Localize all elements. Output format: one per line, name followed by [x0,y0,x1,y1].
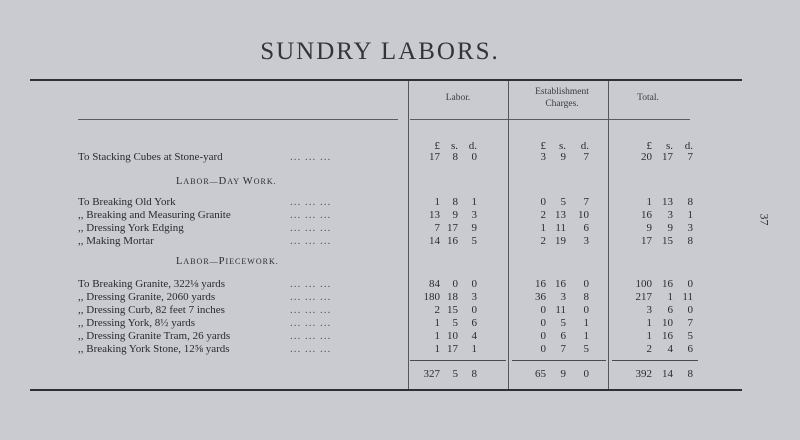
row-description: ,, Dressing Granite, 2060 yards [78,291,216,303]
labor-pounds: 1 [434,196,440,208]
table-row [0,221,800,235]
est-shillings: 5 [560,317,566,329]
total-labor-pence: 8 [471,368,477,380]
labor-pence: 1 [471,196,477,208]
total-est-shillings: 9 [560,368,566,380]
total-shillings: 3 [667,209,673,221]
leader-dots: ... ... ... [290,330,332,342]
total-shillings: 16 [662,278,673,290]
unit-shilling: s. [450,140,458,152]
row-description: To Breaking Old York [78,196,176,208]
unit-pound: £ [540,140,546,152]
table-row [0,342,800,356]
total-pounds: 1 [646,196,652,208]
est-pence: 0 [583,304,589,316]
labor-pounds: 2 [434,304,440,316]
leader-dots: ... ... ... [290,196,332,208]
labor-shillings: 18 [447,291,458,303]
total-est-pence: 0 [583,368,589,380]
est-pounds: 0 [540,304,546,316]
est-pence: 1 [583,317,589,329]
total-pounds: 3 [646,304,652,316]
est-pence: 0 [583,278,589,290]
est-pence: 6 [583,222,589,234]
header-labor: Labor. [445,93,471,103]
labor-pounds: 1 [434,343,440,355]
section-heading-piecework: LABOR—PIECEWORK. [176,256,279,267]
est-pounds: 1 [540,222,546,234]
labor-shillings: 16 [447,235,458,247]
table-row [0,329,800,343]
leader-dots: ... ... ... [290,278,332,290]
total-pence: 8 [687,196,693,208]
est-pence: 3 [583,235,589,247]
labor-pence: 0 [471,278,477,290]
row-description: To Breaking Granite, 322⅛ yards [78,278,226,290]
unit-pound: £ [434,140,440,152]
est-pence: 7 [583,151,589,163]
header-establishment-line2: Charges. [545,99,579,109]
sum-rule-total [612,360,698,361]
total-shillings: 13 [662,196,673,208]
est-pounds: 3 [540,151,546,163]
labor-pounds: 180 [423,291,440,303]
header-rule-left [78,119,398,120]
header-establishment [512,86,612,110]
total-pence: 6 [687,343,693,355]
total-shillings: 17 [662,151,673,163]
grand-total-pence: 8 [687,368,693,380]
labor-pounds: 1 [434,317,440,329]
labor-shillings: 10 [447,330,458,342]
leader-dots: ... ... ... [290,222,332,234]
total-shillings: 16 [662,330,673,342]
leader-dots: ... ... ... [290,151,332,163]
est-pounds: 0 [540,196,546,208]
total-pence: 3 [687,222,693,234]
total-shillings: 4 [667,343,673,355]
labor-pence: 9 [471,222,477,234]
total-pence: 5 [687,330,693,342]
est-pence: 1 [583,330,589,342]
est-pounds: 2 [540,235,546,247]
header-total: Total. [637,93,659,103]
total-pence: 7 [687,151,693,163]
labor-pence: 3 [471,209,477,221]
est-shillings: 6 [560,330,566,342]
est-pounds: 0 [540,317,546,329]
labor-pence: 3 [471,291,477,303]
est-shillings: 9 [560,151,566,163]
unit-pence: d. [468,140,477,152]
leader-dots: ... ... ... [290,291,332,303]
est-pence: 5 [583,343,589,355]
total-pounds: 1 [646,317,652,329]
unit-pence: d. [684,140,693,152]
row-description: ,, Making Mortar [78,235,154,247]
est-shillings: 11 [555,222,566,234]
labor-pence: 0 [471,151,477,163]
total-shillings: 9 [667,222,673,234]
labor-pence: 1 [471,343,477,355]
labor-shillings: 9 [452,209,458,221]
unit-pound: £ [646,140,652,152]
unit-shilling: s. [665,140,673,152]
leader-dots: ... ... ... [290,235,332,247]
table-row [0,303,800,317]
est-shillings: 19 [555,235,566,247]
header-rule-right [410,119,690,120]
est-shillings: 7 [560,343,566,355]
unit-shilling: s. [558,140,566,152]
section-heading-day-work: LABOR—DAY WORK. [176,176,277,187]
page-number: 37 [757,213,772,226]
total-pence: 0 [687,304,693,316]
est-pounds: 0 [540,330,546,342]
row-description: ,, Dressing Granite Tram, 26 yards [78,330,231,342]
table-row [0,290,800,304]
est-pounds: 0 [540,343,546,355]
labor-shillings: 8 [452,151,458,163]
labor-pounds: 1 [434,330,440,342]
labor-pence: 4 [471,330,477,342]
est-pence: 7 [583,196,589,208]
labor-pence: 0 [471,304,477,316]
labor-shillings: 0 [452,278,458,290]
total-pounds: 17 [641,235,652,247]
bottom-rule [30,389,742,391]
table-row [0,195,800,209]
row-description: To Stacking Cubes at Stone-yard [78,151,223,163]
totals-row [0,367,800,381]
total-pounds: 20 [641,151,652,163]
total-est-pounds: 65 [535,368,546,380]
grand-total-pounds: 392 [635,368,652,380]
total-shillings: 10 [662,317,673,329]
total-shillings: 1 [667,291,673,303]
labor-pence: 6 [471,317,477,329]
unit-pence: d. [580,140,589,152]
est-pence: 10 [578,209,589,221]
total-pence: 0 [687,278,693,290]
table-row [0,150,800,164]
sum-rule-labor [410,360,506,361]
total-shillings: 6 [667,304,673,316]
labor-shillings: 17 [447,343,458,355]
table-row [0,208,800,222]
table-row [0,277,800,291]
leader-dots: ... ... ... [290,209,332,221]
est-shillings: 11 [555,304,566,316]
labor-shillings: 17 [447,222,458,234]
total-pounds: 2 [646,343,652,355]
labor-shillings: 15 [447,304,458,316]
labor-pounds: 7 [434,222,440,234]
leader-dots: ... ... ... [290,317,332,329]
est-shillings: 16 [555,278,566,290]
total-pounds: 9 [646,222,652,234]
sum-rule-est [512,360,606,361]
est-pence: 8 [583,291,589,303]
total-labor-pounds: 327 [423,368,440,380]
top-rule [30,79,742,81]
total-pence: 11 [682,291,693,303]
row-description: ,, Breaking and Measuring Granite [78,209,231,221]
est-shillings: 13 [555,209,566,221]
leader-dots: ... ... ... [290,304,332,316]
est-pounds: 36 [535,291,546,303]
est-shillings: 3 [560,291,566,303]
total-pounds: 16 [641,209,652,221]
table-row [0,234,800,248]
total-pounds: 1 [646,330,652,342]
table-row [0,316,800,330]
row-description: ,, Breaking York Stone, 12⅝ yards [78,343,230,355]
labor-pounds: 13 [429,209,440,221]
labor-pounds: 14 [429,235,440,247]
est-pounds: 2 [540,209,546,221]
total-shillings: 15 [662,235,673,247]
row-description: ,, Dressing York Edging [78,222,184,234]
labor-shillings: 5 [452,317,458,329]
est-shillings: 5 [560,196,566,208]
est-pounds: 16 [535,278,546,290]
total-pence: 8 [687,235,693,247]
total-pounds: 217 [635,291,652,303]
total-labor-shillings: 5 [452,368,458,380]
leader-dots: ... ... ... [290,343,332,355]
row-description: ,, Dressing Curb, 82 feet 7 inches [78,304,225,316]
labor-pounds: 17 [429,151,440,163]
labor-shillings: 8 [452,196,458,208]
row-description: ,, Dressing York, 8½ yards [78,317,196,329]
labor-pence: 5 [471,235,477,247]
labor-pounds: 84 [429,278,440,290]
header-establishment-line1: Establishment [535,87,589,97]
grand-total-shillings: 14 [662,368,673,380]
page-title: SUNDRY LABORS. [260,38,500,65]
total-pence: 7 [687,317,693,329]
total-pounds: 100 [635,278,652,290]
total-pence: 1 [687,209,693,221]
